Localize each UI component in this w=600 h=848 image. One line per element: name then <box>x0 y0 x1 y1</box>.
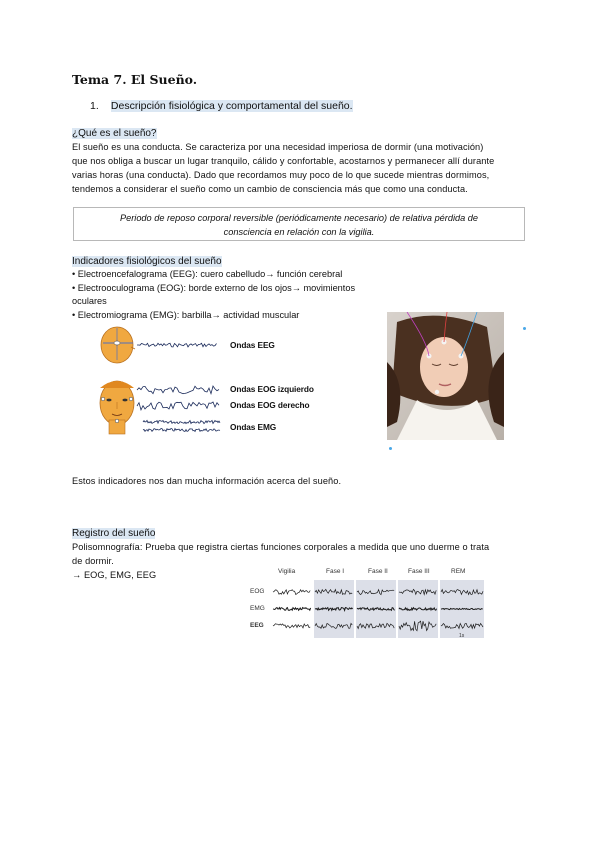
electrode-photo <box>387 312 504 440</box>
eog-left-wave-label: Ondas EOG izquierdo <box>230 384 314 394</box>
section-heading <box>90 100 353 112</box>
decorative-dot <box>523 327 526 330</box>
registro-heading: Registro del sueño <box>72 528 156 539</box>
section-number: 1. <box>90 100 99 112</box>
indicators-list <box>72 268 372 322</box>
list-item: • Electromiograma (EMG): barbilla→ actividad muscular <box>72 309 300 320</box>
trace-label: EOG <box>250 588 265 595</box>
section-title: Descripción fisiológica y comportamental del sueño. <box>110 100 353 112</box>
what-paragraph <box>72 140 532 196</box>
what-heading: ¿Qué es el sueño? <box>72 128 157 139</box>
eog-right-wave-label: Ondas EOG derecho <box>230 400 310 410</box>
girl-with-electrodes-image <box>387 312 504 440</box>
stage-label: Fase III <box>408 568 430 575</box>
paragraph-line: Polisomnografía: Prueba que registra ciertas funciones corporales a medida que uno duerme o trata <box>72 542 490 552</box>
definition-line: Periodo de reposo corporal reversible (periódicamente necesario) de relativa pérdida de <box>119 213 478 223</box>
stage-label: Fase I <box>326 568 345 575</box>
trace-label: EMG <box>250 605 265 612</box>
stage-label: Fase II <box>368 568 388 575</box>
list-item: • Electrooculograma (EOG): borde externo de los ojos→ movimientos oculares <box>72 282 356 306</box>
indicators-note: Estos indicadores nos dan mucha información acerca del sueño. <box>72 476 342 486</box>
paragraph-line: tendemos a considerar el sueño como un cambio de consciencia más que como una conducta. <box>72 184 468 194</box>
sleep-stage-traces <box>246 566 492 642</box>
paragraph-line: El sueño es una conducta. Se caracteriza por una necesidad imperiosa de dormir (una motivación) <box>72 142 484 152</box>
list-item: • Electroencefalograma (EEG): cuero cabelludo→ función cerebral <box>72 269 343 279</box>
paragraph-line: varias horas (una conducta). Dado que recordamos muy poco de lo que sucede mientras dormimos, <box>72 170 490 180</box>
stage-label: Vigilia <box>278 568 296 575</box>
definition-box <box>73 207 525 241</box>
paragraph-line: → EOG, EMG, EEG <box>72 570 157 580</box>
trace-label: EEG <box>250 622 264 629</box>
time-scale-label: 1s <box>459 633 465 639</box>
paragraph-line: que nos obliga a buscar un lugar tranquilo, cálido y confortable, acostarnos y permanecer allí durante <box>72 156 495 166</box>
paragraph-line: de dormir. <box>72 556 114 566</box>
definition-line: consciencia en relación con la vigilia. <box>223 227 375 237</box>
decorative-dot <box>389 447 392 450</box>
stage-label: REM <box>451 568 466 575</box>
document-title: Tema 7. El Sueño. <box>72 72 198 87</box>
emg-wave-label: Ondas EMG <box>230 422 277 432</box>
polysomnography-figure <box>246 566 492 642</box>
indicators-heading: Indicadores fisiológicos del sueño <box>72 256 222 267</box>
eeg-wave-label: Ondas EEG <box>230 340 275 350</box>
